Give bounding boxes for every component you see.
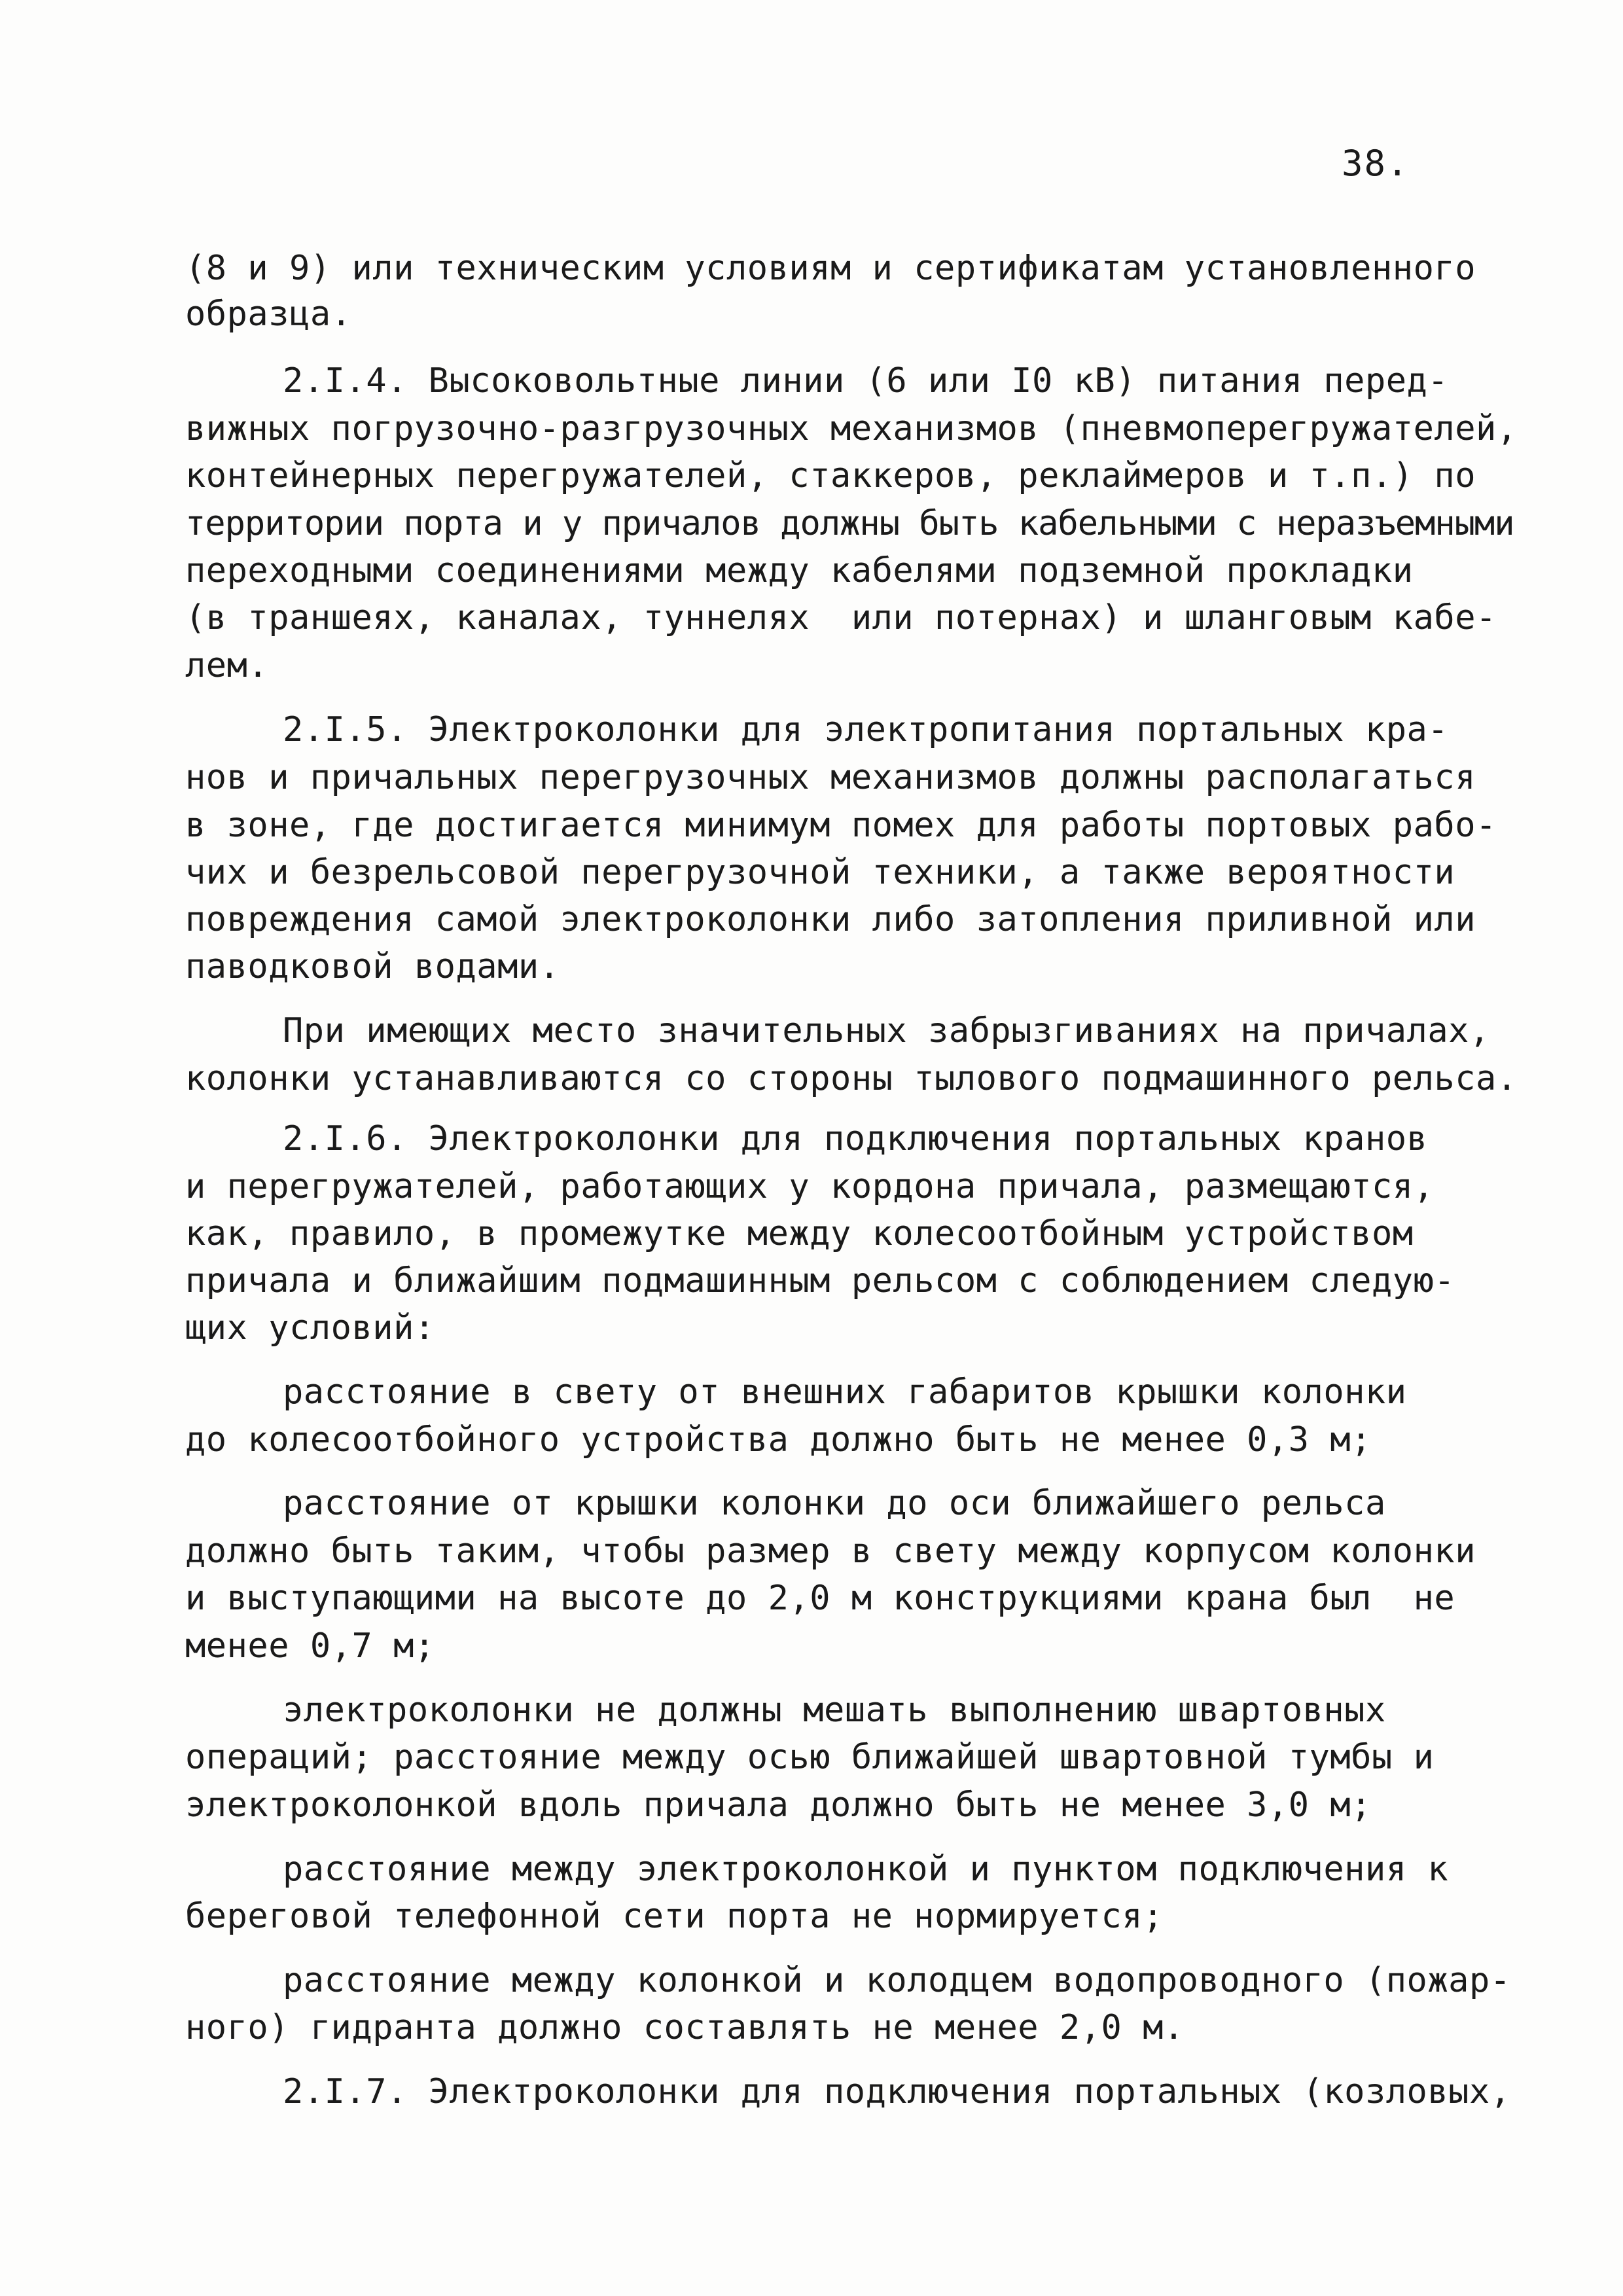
text-line: щих условий:	[185, 1308, 435, 1348]
text-line: расстояние между колонкой и колодцем водопроводного (пожар-	[283, 1961, 1511, 2000]
text-line: электроколонки не должны мешать выполнению швартовных	[283, 1691, 1386, 1730]
text-line: 2.I.5. Электроколонки для электропитания портальных кра-	[283, 710, 1449, 749]
text-line: переходными соединениями между кабелями подземной прокладки	[185, 551, 1414, 590]
text-line: электроколонкой вдоль причала должно быть не менее 3,0 м;	[185, 1785, 1372, 1825]
text-line: расстояние между электроколонкой и пунктом подключения к	[283, 1850, 1449, 1889]
text-line: нов и причальных перегрузочных механизмов должны располагаться	[185, 758, 1476, 797]
text-line: чих и безрельсовой перегрузочной техники, а также вероятности	[185, 853, 1455, 892]
text-line: колонки устанавливаются со стороны тылового подмашинного рельса.	[185, 1059, 1518, 1098]
text-line: в зоне, где достигается минимум помех для работы портовых рабо-	[185, 806, 1497, 845]
text-line: и выступающими на высоте до 2,0 м конструкциями крана был не	[185, 1579, 1455, 1618]
text-line: При имеющих место значительных забрызгиваниях на причалах,	[283, 1011, 1490, 1050]
text-line: 2.I.7. Электроколонки для подключения портальных (козловых,	[283, 2072, 1511, 2111]
text-line: территории порта и у причалов должны быть кабельными с неразъемными	[185, 504, 1514, 543]
text-line: паводковой водами.	[185, 947, 560, 986]
page-number: 38.	[1342, 143, 1410, 184]
text-line: (8 и 9) или техническим условиям и сертификатам установленного	[185, 249, 1476, 288]
text-line: повреждения самой электроколонки либо затопления приливной или	[185, 900, 1476, 939]
text-line: лем.	[185, 646, 269, 685]
text-line: образца.	[185, 295, 352, 334]
text-line: должно быть таким, чтобы размер в свету между корпусом колонки	[185, 1532, 1476, 1571]
text-line: до колесоотбойного устройства должно быть не менее 0,3 м;	[185, 1420, 1372, 1460]
text-line: (в траншеях, каналах, туннелях или потернах) и шланговым кабе-	[185, 598, 1497, 637]
text-line: расстояние от крышки колонки до оси ближайшего рельса	[283, 1484, 1386, 1523]
text-line: менее 0,7 м;	[185, 1626, 435, 1666]
text-line: причала и ближайшим подмашинным рельсом с соблюдением следую-	[185, 1261, 1455, 1300]
text-line: вижных погрузочно-разгрузочных механизмов (пневмоперегружателей,	[185, 409, 1518, 448]
text-line: как, правило, в промежутке между колесоотбойным устройством	[185, 1214, 1414, 1253]
text-line: 2.I.6. Электроколонки для подключения портальных кранов	[283, 1119, 1428, 1158]
text-line: расстояние в свету от внешних габаритов крышки колонки	[283, 1372, 1407, 1412]
text-line: и перегружателей, работающих у кордона причала, размещаются,	[185, 1167, 1435, 1206]
text-line: контейнерных перегружателей, стаккеров, реклаймеров и т.п.) по	[185, 456, 1476, 495]
text-line: береговой телефонной сети порта не нормируется;	[185, 1897, 1164, 1936]
text-line: 2.I.4. Высоковольтные линии (6 или I0 кВ) питания перед-	[283, 361, 1449, 401]
text-line: ного) гидранта должно составлять не менее 2,0 м.	[185, 2008, 1185, 2047]
text-line: операций; расстояние между осью ближайшей швартовной тумбы и	[185, 1738, 1435, 1777]
